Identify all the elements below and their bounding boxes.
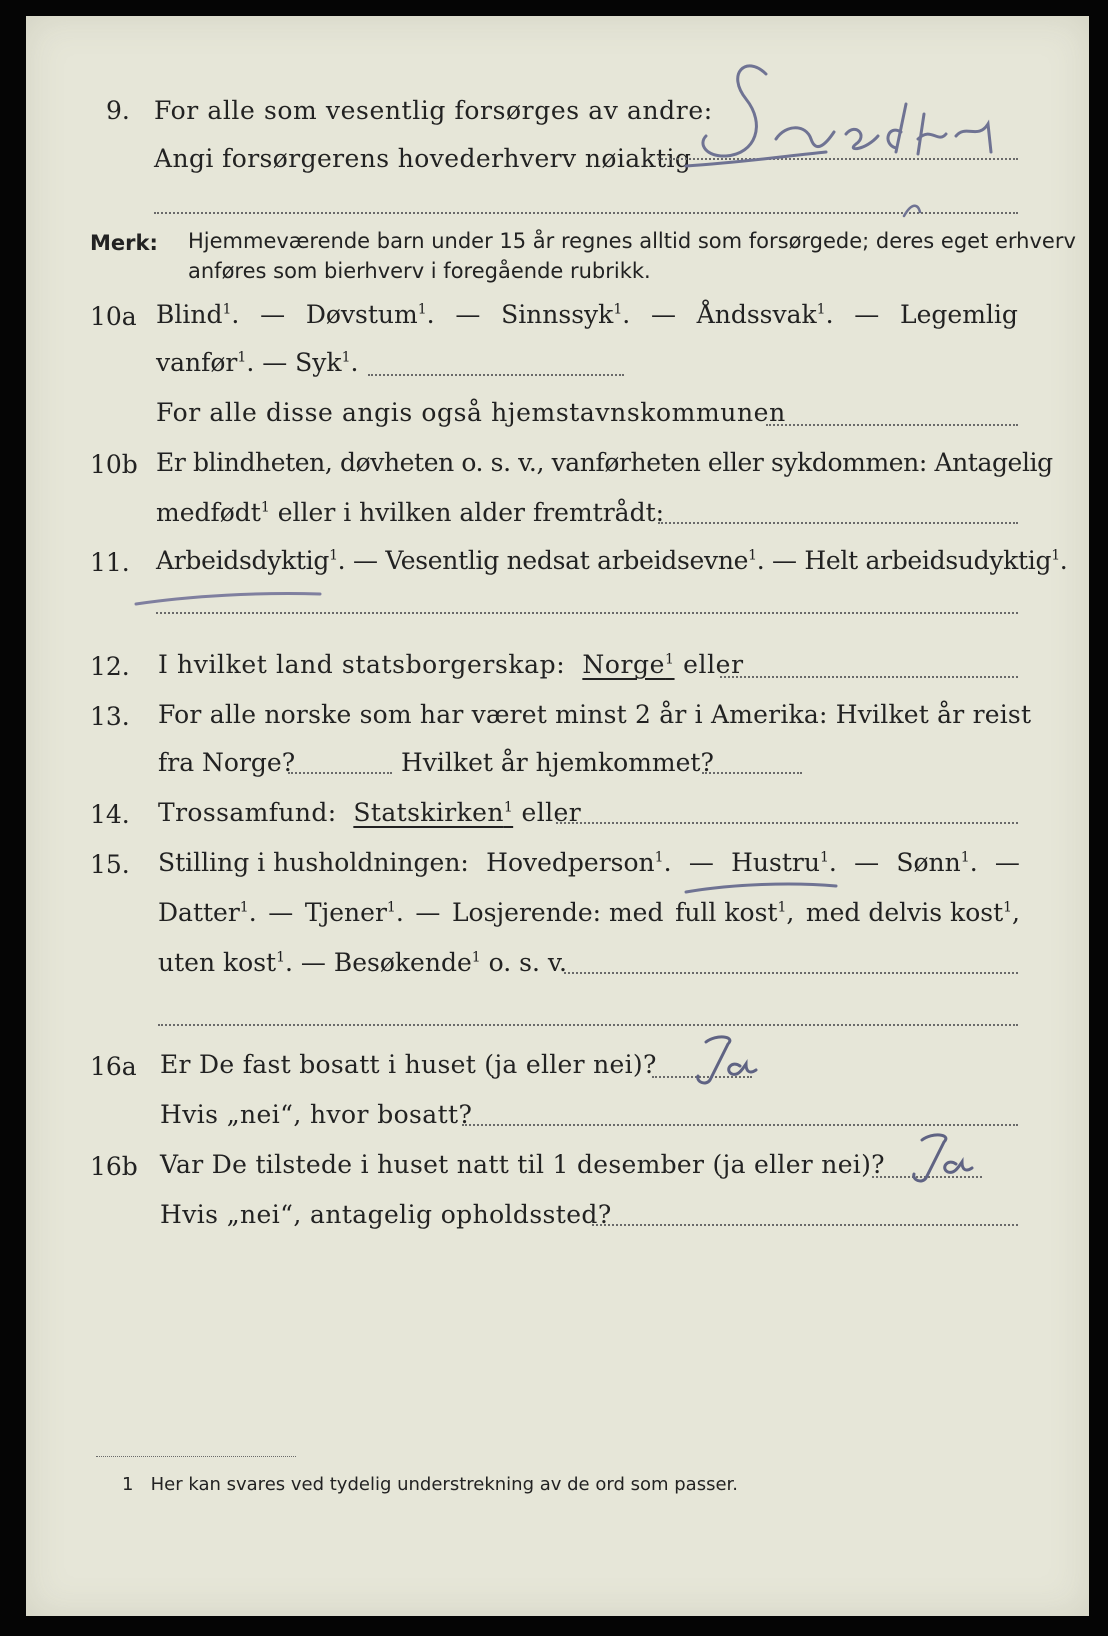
q15-answer-line-2	[158, 1024, 1018, 1026]
q12-norge-underlined: Norge$^1$	[582, 650, 675, 679]
q16b-line2: Hvis „nei“, antagelig opholdssted?	[160, 1200, 612, 1229]
q9-number: 9.	[106, 96, 130, 125]
q13-line1: For alle norske som har været minst 2 år i Amerika: Hvilket år reist	[158, 700, 1032, 729]
separator-dash: —	[260, 300, 286, 329]
q11-answer-line	[156, 612, 1018, 614]
q15-answer-line	[564, 972, 1018, 974]
separator-dash: —	[650, 300, 676, 329]
q14-answer-line	[556, 822, 1018, 824]
option-blind: Blind$^1$.	[156, 300, 240, 329]
q15-line1: Stilling i husholdningen: Hovedperson$^1$. — Hustru$^1$. — Sønn$^1$. —	[158, 848, 1020, 877]
q10a-line2: vanfør$^1$. — Syk$^1$.	[156, 348, 359, 377]
footnote-text: Her kan svares ved tydelig understrekning av de ord som passer.	[150, 1474, 738, 1495]
q11-number: 11.	[90, 548, 130, 577]
q11-line1: Arbeidsdyktig$^1$. — Vesentlig nedsat arbeidsevne$^1$. — Helt arbeidsudyktig$^1$.	[156, 546, 1068, 575]
q16a-handwritten-answer	[676, 1030, 766, 1088]
footnote-rule	[96, 1456, 296, 1457]
option-andssvak: Åndssvak$^1$.	[696, 300, 834, 329]
q15-line2: Datter$^1$. — Tjener$^1$. — Losjerende: med full kost$^1$, med delvis kost$^1$,	[158, 898, 1020, 927]
q10b-line1: Er blindheten, døvheten o. s. v., vanførheten eller sykdommen: Antagelig	[156, 448, 1053, 477]
q13-hjemkommet-line	[702, 772, 802, 774]
q10b-number: 10b	[90, 450, 138, 479]
q10a-number: 10a	[90, 302, 137, 331]
q9-line2: Angi forsørgerens hovederhverv nøiaktig	[154, 144, 692, 173]
option-sinnssyk: Sinnssyk$^1$.	[501, 300, 631, 329]
q10a-hjemstavn-line	[766, 424, 1018, 426]
separator-dash: —	[455, 300, 481, 329]
q13-reist-line	[288, 772, 392, 774]
q12-line: I hvilket land statsborgerskap: Norge$^1$ eller	[158, 650, 744, 679]
merk-line2: anføres som bierhverv i foregående rubrikk.	[188, 259, 651, 283]
q14-statskirken-underlined: Statskirken$^1$	[353, 798, 514, 827]
q14-line: Trossamfund: Statskirken$^1$ eller	[158, 798, 582, 827]
q9-handwritten-answer	[656, 44, 1016, 234]
q14-number: 14.	[90, 800, 130, 829]
q10b-answer-line	[658, 522, 1018, 524]
merk-label: Merk:	[90, 231, 158, 255]
q16a-bosatt-line	[462, 1124, 1018, 1126]
q16a-line1: Er De fast bosatt i huset (ja eller nei)?	[160, 1050, 657, 1079]
q16b-number: 16b	[90, 1152, 138, 1181]
q13-line2a: fra Norge?	[158, 748, 296, 777]
footnote-mark: 1	[122, 1474, 134, 1495]
q16b-handwritten-answer	[892, 1128, 982, 1186]
q10a-line3: For alle disse angis også hjemstavnskommunen	[156, 398, 786, 427]
q9-line1: For alle som vesentlig forsørges av andre:	[154, 96, 713, 125]
q10a-answer-line	[368, 374, 624, 376]
q12-number: 12.	[90, 652, 130, 681]
option-dovstum: Døvstum$^1$.	[305, 300, 435, 329]
q16a-number: 16a	[90, 1052, 137, 1081]
q15-line3: uten kost$^1$. — Besøkende$^1$ o. s. v.	[158, 948, 567, 977]
q11-handwritten-stroke	[130, 586, 330, 610]
q13-number: 13.	[90, 702, 130, 731]
q10b-line2: medfødt$^1$ eller i hvilken alder fremtrådt:	[156, 498, 665, 527]
footnote	[122, 1474, 738, 1495]
separator-dash: —	[854, 300, 880, 329]
q15-number: 15.	[90, 850, 130, 879]
q16a-line2: Hvis „nei“, hvor bosatt?	[160, 1100, 473, 1129]
q15-handwritten-stroke	[682, 878, 842, 898]
q13-line2b: Hvilket år hjemkommet?	[401, 748, 714, 777]
q16b-opholdssted-line	[592, 1224, 1018, 1226]
merk-line1: Hjemmeværende barn under 15 år regnes alltid som forsørgede; deres eget erhverv	[188, 229, 1076, 253]
q10a-line1	[156, 300, 1018, 329]
q16b-line1: Var De tilstede i huset natt til 1 desember (ja eller nei)?	[160, 1150, 885, 1179]
census-form-page	[26, 16, 1089, 1616]
q12-answer-line	[720, 676, 1018, 678]
option-legemlig: Legemlig	[900, 300, 1018, 329]
